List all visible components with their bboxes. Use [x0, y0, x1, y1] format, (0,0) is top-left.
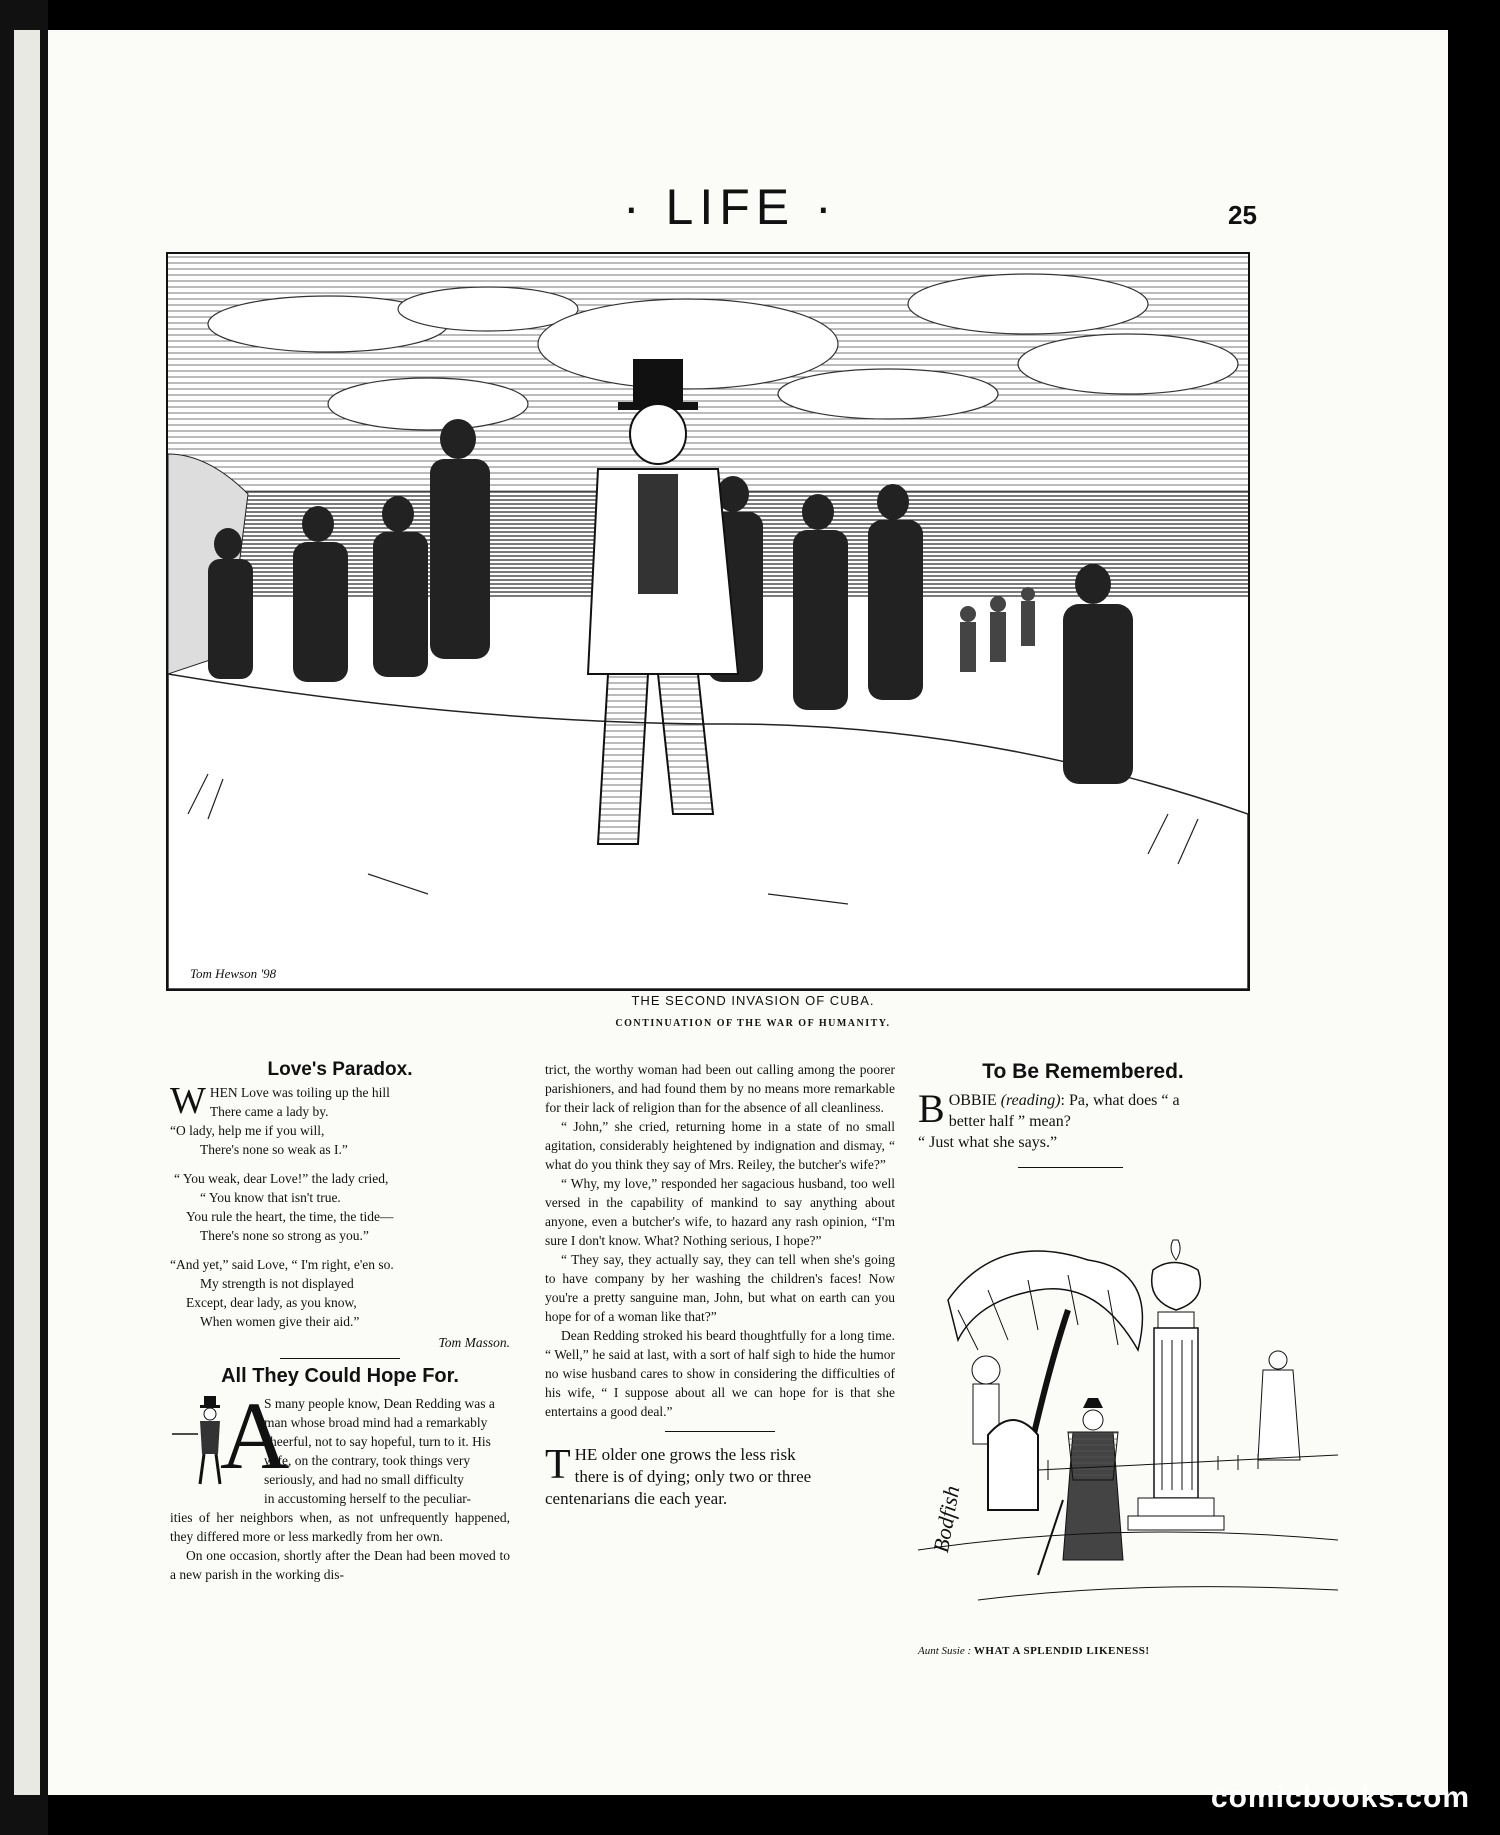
column-middle	[545, 1060, 895, 1510]
story-paragraph: Dean Redding stroked his beard thoughtfully for a long time. “ Well,” he said at last, with a sort of half sigh to hide the humor no wise husband cares to show in considering the difficulties of his wife, “ I suppose about all we can hope for is that she entertains a good deal.”	[545, 1328, 895, 1419]
poem-line: “ You weak, dear Love!” the lady cried,	[174, 1171, 389, 1186]
magazine-page	[48, 30, 1448, 1795]
story-paragraph: “ Why, my love,” responded her sagacious husband, too well versed in the capability of mankind to say anything about anyone, even a butcher's wife, to hazard any rash opinion, “I'm sure I don't know. What? Nothing serious, I hope?”	[545, 1176, 895, 1248]
poem-line: My strength is not displayed	[200, 1276, 354, 1291]
joke-stage-direction: (reading)	[1000, 1092, 1061, 1109]
cartoon-caption: THE SECOND INVASION OF CUBA.	[631, 993, 875, 1008]
watermark-brand: comicbooks.com	[1210, 1781, 1470, 1814]
poem-dropcap: W	[170, 1080, 206, 1122]
poem-line: “O lady, help me if you will,	[170, 1123, 325, 1138]
joke-line: better half ” mean?	[948, 1113, 1071, 1130]
story-line: wife, on the contrary, took things very	[264, 1453, 471, 1468]
poem-line: There's none so weak as I.”	[200, 1142, 348, 1157]
story-line: seriously, and had no small difficulty	[264, 1472, 464, 1487]
story-paragraph: “ John,” she cried, returning home in a state of no small agitation, considerably heightened by indignation and dismay, “ what do you think they say of Mrs. Reiley, the butcher's wife?”	[545, 1119, 895, 1172]
poem-line: “And yet,” said Love, “ I'm right, e'en so.	[170, 1257, 394, 1272]
page-number: 25	[1228, 200, 1257, 230]
story-paragraph: On one occasion, shortly after the Dean had been moved to a new parish in the working dis-	[170, 1548, 510, 1582]
caption-speaker: Aunt Susie :	[918, 1645, 972, 1657]
story-paragraph: ities of her neighbors when, as not unfrequently happened, they differed more or less markedly from her own.	[170, 1510, 510, 1544]
poem-line: There's none so strong as you.”	[200, 1228, 369, 1243]
cartoon-signature: Tom Hewson '98	[190, 966, 277, 981]
story-line: S many people know, Dean Redding was a	[264, 1396, 495, 1411]
poem-line: HEN Love was toiling up the hill	[209, 1085, 390, 1100]
binding-edge	[0, 0, 48, 1835]
story-line: cheerful, not to say hopeful, turn to it. His	[264, 1434, 491, 1449]
joke-dropcap: B	[918, 1086, 945, 1131]
graveyard-drawing	[918, 1220, 1338, 1640]
squib-line: there is of dying; only two or three	[574, 1467, 812, 1486]
magazine-title: · LIFE ·	[623, 179, 838, 235]
joke-body	[918, 1086, 1248, 1153]
column-left	[170, 1060, 510, 1584]
poem-line: When women give their aid.”	[200, 1314, 360, 1329]
caption-text: WHAT A SPLENDID LIKENESS!	[973, 1645, 1150, 1657]
poem-line: There came a lady by.	[209, 1104, 329, 1119]
story-body-start	[170, 1382, 510, 1584]
poem-title: Love's Paradox.	[267, 1059, 413, 1080]
poem-line: You rule the heart, the time, the tide—	[186, 1209, 394, 1224]
story-paragraph: “ They say, they actually say, they can tell when she's going to have company by her washing the children's faces! Now you're a pretty sanguine man, John, but what on earth can you hope for of a woman like that?”	[545, 1252, 895, 1324]
story-line: man whose broad mind had a remarkably	[264, 1415, 488, 1430]
graveyard-illustration	[918, 1220, 1338, 1640]
cartoon-subcaption: CONTINUATION OF THE WAR OF HUMANITY.	[615, 1018, 891, 1029]
older-squib	[545, 1444, 895, 1510]
cartoon-illustration	[168, 254, 1248, 989]
joke-text: OBBIE	[948, 1092, 1001, 1109]
story-paragraph: trict, the worthy woman had been out calling among the poorer parishioners, and had found them by no means more remarkable for their lack of religion than for the absence of all cleanliness.	[545, 1062, 895, 1115]
squib-line: centenarians die each year.	[545, 1489, 728, 1508]
main-cartoon	[166, 252, 1250, 991]
illustration-signature: Bodfish	[928, 1483, 965, 1555]
story-dropcap-illustration	[170, 1382, 290, 1494]
poem-loves-paradox	[170, 1080, 510, 1352]
illustration-caption	[918, 1645, 1348, 1657]
column-right	[918, 1060, 1348, 1657]
joke-title: To Be Remembered.	[982, 1060, 1184, 1083]
story-line: in accustoming herself to the peculiar-	[264, 1491, 472, 1506]
story-dropcap: A	[220, 1382, 290, 1489]
story-title: All They Could Hope For.	[221, 1365, 459, 1387]
poem-author: Tom Masson.	[438, 1335, 510, 1350]
squib-dropcap: T	[545, 1442, 571, 1488]
divider	[1018, 1167, 1123, 1168]
joke-text: : Pa, what does “ a	[1060, 1092, 1180, 1109]
joke-line: “ Just what she says.”	[918, 1134, 1058, 1151]
squib-line: HE older one grows the less risk	[574, 1445, 796, 1464]
poem-line: “ You know that isn't true.	[200, 1190, 341, 1205]
divider	[665, 1431, 775, 1432]
divider	[280, 1358, 400, 1359]
poem-line: Except, dear lady, as you know,	[186, 1295, 357, 1310]
